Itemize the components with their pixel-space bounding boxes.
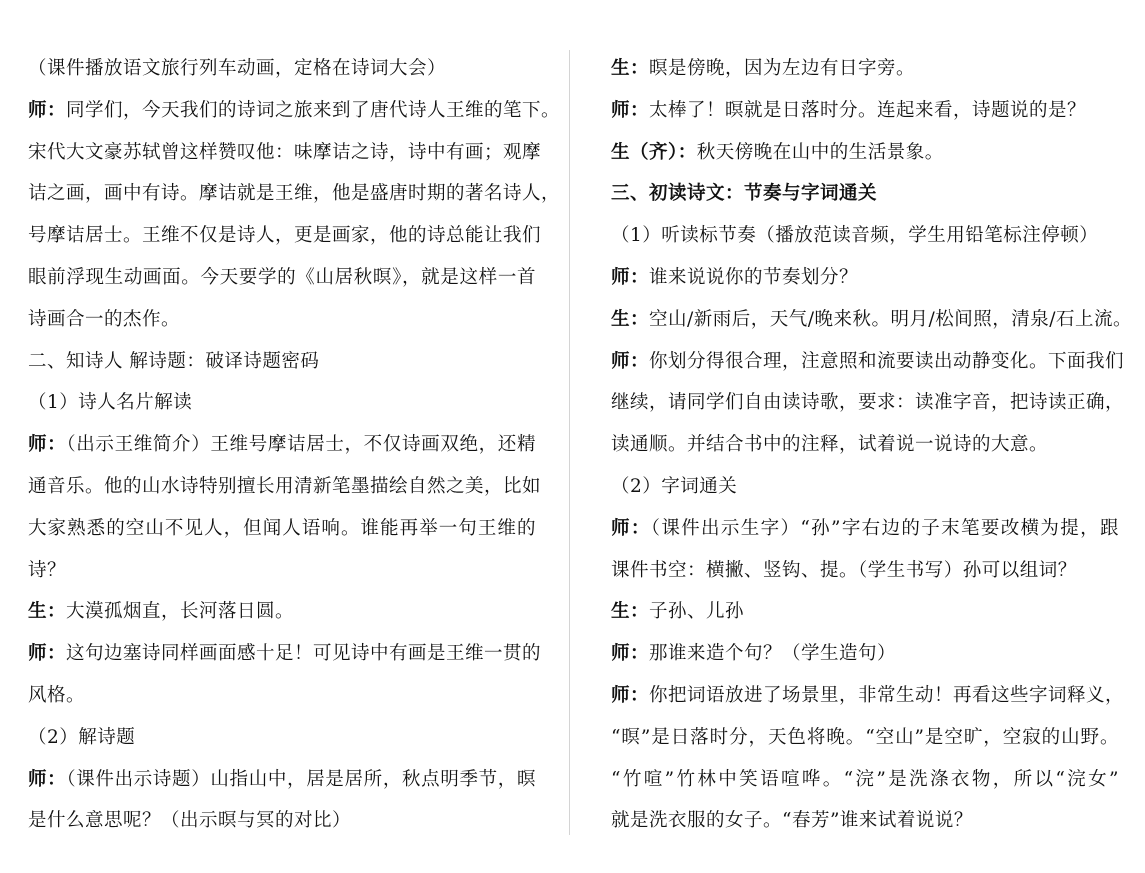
speaker-label: 师： — [28, 643, 67, 665]
text-line — [28, 591, 536, 633]
left-column — [28, 48, 561, 842]
line-text: 通音乐。他的山水诗特别擅长用清新笔墨描绘自然之美，比如 — [28, 475, 542, 497]
text-line — [28, 382, 536, 424]
text-line — [28, 257, 536, 299]
line-text: 宋代大文豪苏轼曾这样赞叹他：味摩诘之诗，诗中有画；观摩 — [28, 141, 542, 163]
text-line — [611, 48, 1119, 90]
speaker-label: 师： — [611, 517, 651, 539]
text-line — [28, 800, 536, 842]
line-text: 读通顺。并结合书中的注释，试着说一说诗的大意。 — [611, 434, 1049, 456]
line-text: （1）诗人名片解读 — [28, 392, 193, 414]
text-line — [28, 759, 536, 801]
line-text: 那谁来造个句？（学生造句） — [649, 643, 897, 665]
text-line — [28, 424, 536, 466]
line-text: 你把词语放进了场景里，非常生动！再看这些字词释义， — [649, 684, 1125, 706]
speaker-label: 生： — [611, 308, 650, 330]
line-text: 大家熟悉的空山不见人，但闻人语响。谁能再举一句王维的 — [28, 517, 536, 539]
text-line — [611, 215, 1119, 257]
speaker-label: 生（齐）： — [611, 141, 697, 163]
text-line — [28, 173, 561, 215]
speaker-label: 师： — [611, 266, 650, 288]
line-text: 诗？ — [28, 559, 67, 581]
speaker-label: 师： — [611, 99, 650, 121]
line-text: 二、知诗人 解诗题：破译诗题密码 — [28, 350, 320, 372]
speaker-label: 生： — [611, 58, 650, 79]
text-line — [611, 341, 1125, 383]
text-line — [611, 717, 1119, 759]
text-line — [611, 382, 1125, 424]
text-line — [28, 633, 542, 675]
line-text: 风格。 — [28, 684, 86, 706]
text-line — [611, 90, 1119, 132]
line-text: 空山/新雨后，天气/晚来秋。明月/松间照，清泉/石上流。 — [649, 308, 1132, 330]
line-text: 诘之画，画中有诗。摩诘就是王维，他是盛唐时期的著名诗人， — [28, 183, 561, 205]
text-line — [28, 508, 536, 550]
text-line — [28, 299, 536, 341]
column-divider — [569, 50, 570, 835]
speaker-label: 师： — [28, 768, 67, 790]
speaker-label: 师： — [28, 434, 67, 456]
text-line — [611, 132, 1119, 174]
line-text: （课件出示诗题）山指山中，居是居所，秋点明季节，暝 — [66, 768, 536, 790]
text-line — [611, 508, 1119, 550]
text-line — [611, 466, 1119, 508]
text-line — [28, 466, 542, 508]
line-text: 子孙、儿孙 — [649, 601, 745, 623]
line-text: 号摩诘居士。王维不仅是诗人，更是画家，他的诗总能让我们 — [28, 225, 542, 247]
line-text: 太棒了！暝就是日落时分。连起来看，诗题说的是？ — [649, 99, 1087, 121]
line-text: 同学们，今天我们的诗词之旅来到了唐代诗人王维的笔下。 — [66, 99, 561, 121]
speaker-label: 师： — [611, 643, 650, 665]
text-line — [611, 591, 1119, 633]
text-line — [611, 257, 1119, 299]
text-line — [28, 341, 536, 383]
line-text: 是什么意思呢？（出示暝与冥的对比） — [28, 810, 352, 832]
line-text: 大漠孤烟直，长河落日圆。 — [66, 601, 295, 623]
line-text: （课件播放语文旅行列车动画，定格在诗词大会） — [28, 58, 447, 79]
speaker-label: 生： — [611, 601, 650, 623]
text-line — [28, 48, 536, 90]
line-text: “暝”是日落时分，天色将晚。“空山”是空旷，空寂的山野。 — [611, 726, 1119, 748]
line-text: （2）解诗题 — [28, 726, 136, 748]
text-line — [28, 717, 536, 759]
line-text: 诗画合一的杰作。 — [28, 308, 181, 330]
right-column — [611, 48, 1132, 842]
text-line — [28, 132, 542, 174]
line-text: 秋天傍晚在山中的生活景象。 — [696, 141, 944, 163]
line-text: “竹喧”竹林中笑语喧哗。“浣”是洗涤衣物，所以“浣女” — [611, 768, 1119, 790]
line-text: （课件出示生字）“孙”字右边的子末笔要改横为提，跟 — [650, 517, 1119, 539]
text-line — [28, 215, 542, 257]
text-line — [28, 550, 536, 592]
line-text: 课件书空：横撇、竖钩、提。（学生书写）孙可以组词？ — [611, 559, 1077, 581]
line-text: 这句边塞诗同样画面感十足！可见诗中有画是王维一贯的 — [66, 643, 542, 665]
line-text: 继续，请同学们自由读诗歌，要求：读准字音，把诗读正确， — [611, 392, 1125, 414]
line-text: 就是洗衣服的女子。“春芳”谁来试着说说？ — [611, 810, 973, 832]
text-line — [611, 550, 1119, 592]
text-line — [611, 424, 1119, 466]
speaker-label: 师： — [611, 350, 650, 372]
section-heading: 三、初读诗文：节奏与字词通关 — [611, 183, 878, 205]
text-line — [611, 759, 1119, 801]
line-text: （2）字词通关 — [611, 475, 738, 497]
text-line — [611, 173, 1119, 215]
text-line — [611, 633, 1119, 675]
line-text: 谁来说说你的节奏划分？ — [649, 266, 859, 288]
speaker-label: 生： — [28, 601, 67, 623]
line-text: 暝是傍晚，因为左边有日字旁。 — [649, 58, 916, 79]
line-text: 眼前浮现生动画面。今天要学的《山居秋暝》，就是这样一首 — [28, 266, 536, 288]
text-line — [611, 299, 1132, 341]
line-text: （出示王维简介）王维号摩诘居士，不仅诗画双绝，还精 — [66, 434, 536, 456]
text-line — [611, 800, 1119, 842]
text-line — [28, 675, 536, 717]
text-line — [611, 675, 1125, 717]
speaker-label: 师： — [611, 684, 650, 706]
line-text: （1）听读标节奏（播放范读音频，学生用铅笔标注停顿） — [611, 225, 1099, 247]
speaker-label: 师： — [28, 99, 67, 121]
line-text: 你划分得很合理，注意照和流要读出动静变化。下面我们 — [649, 350, 1125, 372]
text-line — [28, 90, 561, 132]
